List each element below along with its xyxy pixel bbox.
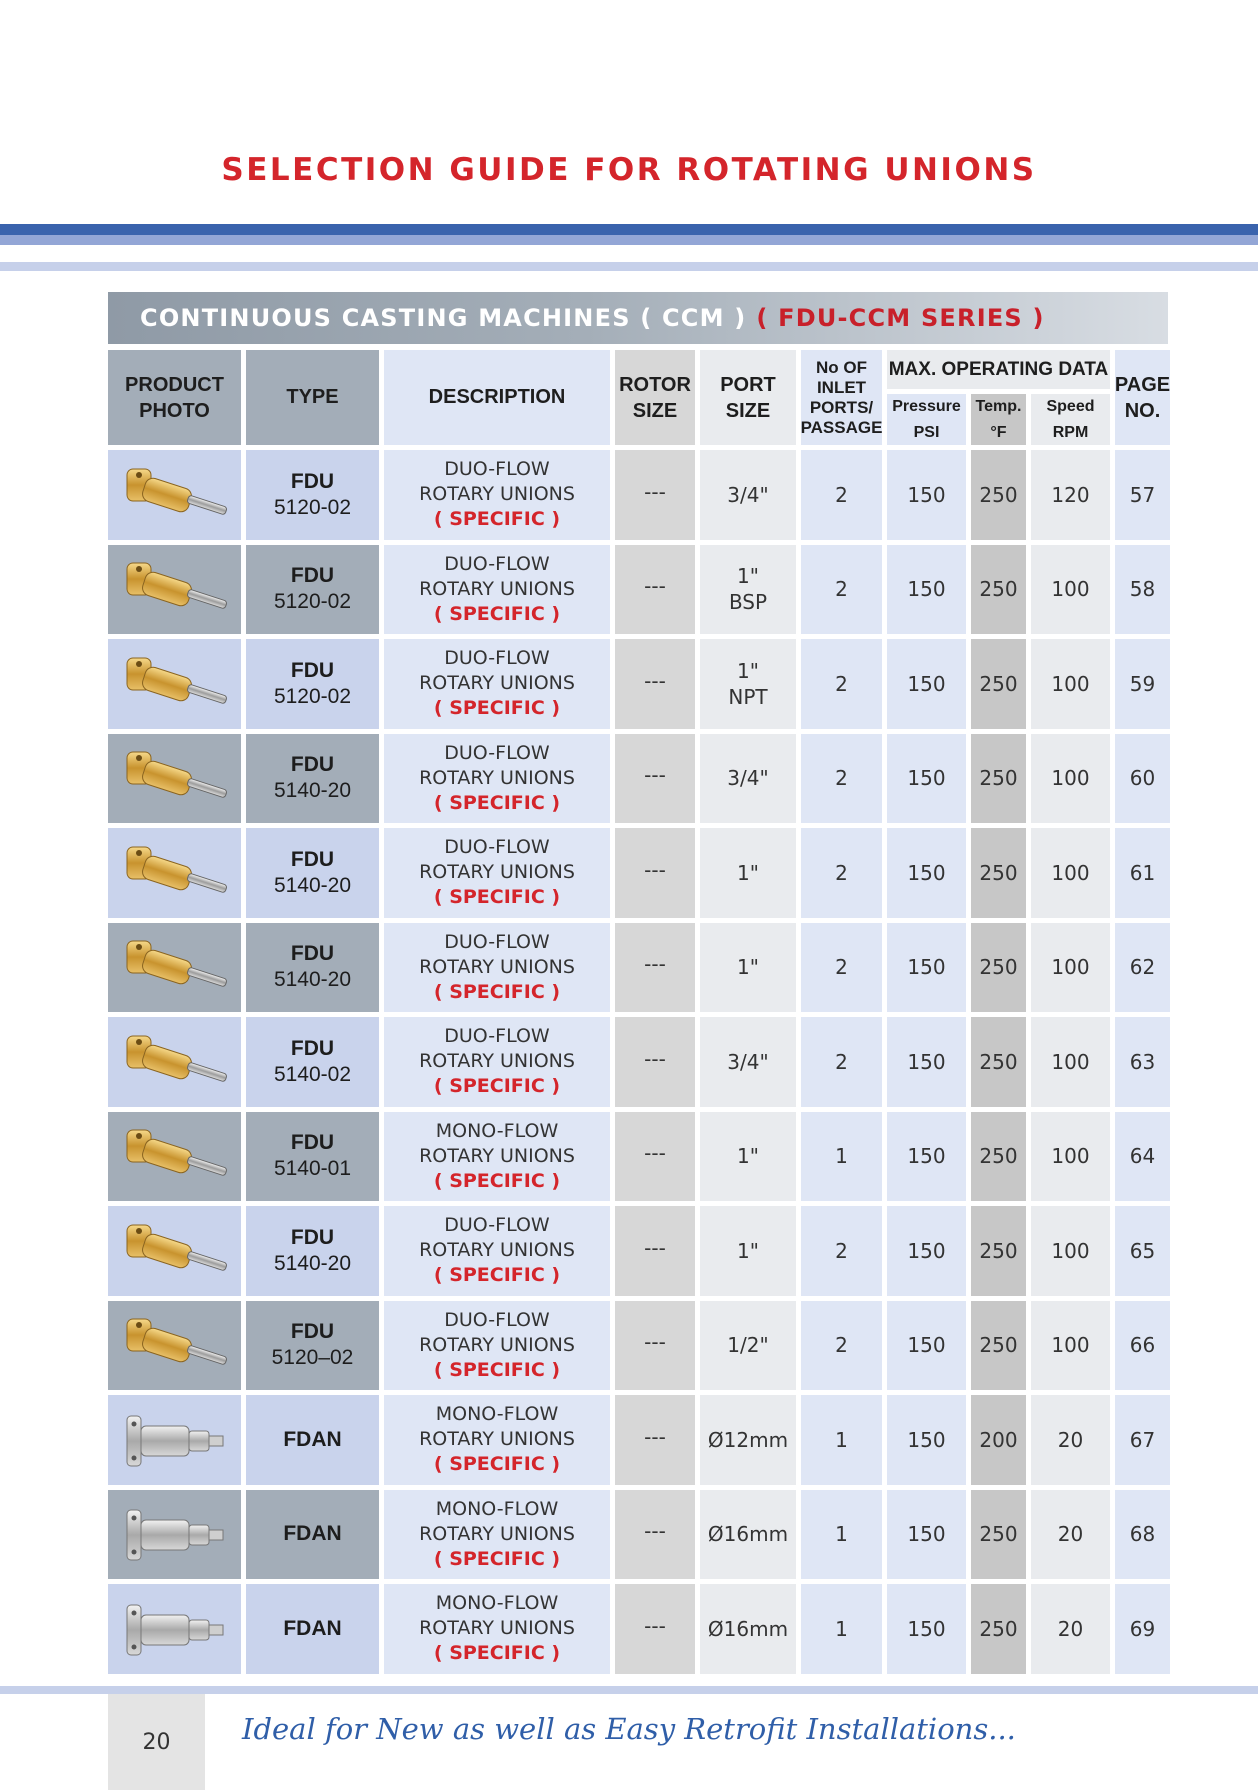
section-title: CONTINUOUS CASTING MACHINES ( CCM ) <box>140 304 747 332</box>
header-text: PORT <box>720 373 776 396</box>
temperature-cell: 250 <box>971 1301 1026 1391</box>
section-series: ( FDU-CCM SERIES ) <box>756 304 1045 332</box>
description-flow: DUO-FLOW <box>444 1214 550 1237</box>
page-number-cell: 69 <box>1115 1584 1170 1674</box>
temperature-cell: 250 <box>971 923 1026 1013</box>
header-text: PHOTO <box>139 399 210 422</box>
product-photo <box>108 734 241 824</box>
product-photo <box>108 1206 241 1296</box>
pressure-cell: 150 <box>887 828 966 918</box>
type-model: 5120-02 <box>273 590 352 614</box>
header-description: DESCRIPTION <box>384 350 610 445</box>
header-text: No OF <box>816 357 867 377</box>
rotor-size-cell: --- <box>615 1584 695 1674</box>
description-cell <box>384 734 610 824</box>
port-size: Ø16mm <box>707 1522 789 1547</box>
description-flow: DUO-FLOW <box>444 836 550 859</box>
port-size-cell <box>700 1301 796 1391</box>
inlet-ports-cell: 1 <box>801 1395 882 1485</box>
type-cell <box>246 1301 379 1391</box>
type-series: FDU <box>290 469 335 493</box>
speed-cell: 100 <box>1031 1301 1110 1391</box>
temperature-cell: 250 <box>971 1206 1026 1296</box>
description-cell <box>384 545 610 635</box>
port-size-cell <box>700 1017 796 1107</box>
page-number-cell: 66 <box>1115 1301 1170 1391</box>
product-photo <box>108 1112 241 1202</box>
page-number-cell: 63 <box>1115 1017 1170 1107</box>
description-cell <box>384 1206 610 1296</box>
port-size-cell <box>700 1206 796 1296</box>
rotary-union-brass-icon <box>117 1118 233 1194</box>
type-model: 5120-02 <box>273 684 352 708</box>
product-photo <box>108 1584 241 1674</box>
description-specific: ( SPECIFIC ) <box>433 1264 561 1287</box>
type-series: FDU <box>290 1225 335 1249</box>
description-cell <box>384 639 610 729</box>
pressure-cell: 150 <box>887 1017 966 1107</box>
speed-cell: 100 <box>1031 545 1110 635</box>
description-flow: DUO-FLOW <box>444 647 550 670</box>
type-cell <box>246 450 379 540</box>
rotary-union-steel-icon <box>117 1496 233 1572</box>
product-photo <box>108 639 241 729</box>
port-size-cell <box>700 1584 796 1674</box>
speed-cell: 100 <box>1031 923 1110 1013</box>
type-series: FDU <box>290 847 335 871</box>
description-product: ROTARY UNIONS <box>419 1617 575 1640</box>
description-cell <box>384 1584 610 1674</box>
page-number-cell: 62 <box>1115 923 1170 1013</box>
port-size-cell <box>700 450 796 540</box>
type-model: 5140-02 <box>273 1062 352 1086</box>
inlet-ports-cell: 1 <box>801 1112 882 1202</box>
header-text: PORTS/ <box>809 397 874 417</box>
speed-cell: 100 <box>1031 639 1110 729</box>
description-specific: ( SPECIFIC ) <box>433 791 561 814</box>
inlet-ports-cell: 2 <box>801 923 882 1013</box>
port-size: 3/4" <box>727 766 769 791</box>
header-speed <box>1031 394 1110 445</box>
port-size-cell <box>700 1490 796 1580</box>
rotor-size-cell: --- <box>615 1206 695 1296</box>
header-band-dark <box>0 224 1258 235</box>
header-text: ROTOR <box>619 373 691 396</box>
type-series: FDU <box>290 1131 335 1155</box>
port-size: 1" <box>737 955 759 980</box>
description-product: ROTARY UNIONS <box>419 1239 575 1262</box>
temperature-cell: 250 <box>971 450 1026 540</box>
port-size-cell <box>700 545 796 635</box>
header-text: PASSAGE <box>800 417 883 437</box>
rotary-union-brass-icon <box>117 929 233 1005</box>
product-photo <box>108 450 241 540</box>
pressure-cell: 150 <box>887 1490 966 1580</box>
inlet-ports-cell: 2 <box>801 450 882 540</box>
product-photo <box>108 1017 241 1107</box>
pressure-cell: 150 <box>887 1301 966 1391</box>
description-product: ROTARY UNIONS <box>419 577 575 600</box>
page-number-cell: 57 <box>1115 450 1170 540</box>
rotary-union-brass-icon <box>117 646 233 722</box>
port-size-cell <box>700 1112 796 1202</box>
header-text: RPM <box>1052 423 1089 441</box>
description-flow: MONO-FLOW <box>435 1592 559 1615</box>
rotary-union-steel-icon <box>117 1402 233 1478</box>
header-text: °F <box>990 423 1007 441</box>
header-port-size <box>700 350 796 445</box>
port-size: Ø16mm <box>707 1616 789 1641</box>
description-cell <box>384 828 610 918</box>
port-size: 1" <box>737 1238 759 1263</box>
port-size: 1" <box>737 658 759 683</box>
footer-band <box>0 1686 1258 1694</box>
rotary-union-brass-icon <box>117 551 233 627</box>
description-specific: ( SPECIFIC ) <box>433 1547 561 1570</box>
description-specific: ( SPECIFIC ) <box>433 602 561 625</box>
rotary-union-brass-icon <box>117 457 233 533</box>
description-flow: DUO-FLOW <box>444 552 550 575</box>
speed-cell: 100 <box>1031 1017 1110 1107</box>
type-cell <box>246 1490 379 1580</box>
inlet-ports-cell: 2 <box>801 1017 882 1107</box>
inlet-ports-cell: 2 <box>801 639 882 729</box>
type-cell <box>246 1112 379 1202</box>
header-pressure <box>887 394 966 445</box>
pressure-cell: 150 <box>887 923 966 1013</box>
product-photo <box>108 545 241 635</box>
rotor-size-cell: --- <box>615 734 695 824</box>
description-cell <box>384 1017 610 1107</box>
temperature-cell: 250 <box>971 1017 1026 1107</box>
description-product: ROTARY UNIONS <box>419 672 575 695</box>
type-model: 5140-20 <box>273 873 352 897</box>
speed-cell: 100 <box>1031 1206 1110 1296</box>
product-photo <box>108 923 241 1013</box>
type-cell <box>246 1017 379 1107</box>
product-photo <box>108 1490 241 1580</box>
page-number-cell: 61 <box>1115 828 1170 918</box>
description-cell <box>384 450 610 540</box>
port-size: Ø12mm <box>707 1427 789 1452</box>
pressure-cell: 150 <box>887 1395 966 1485</box>
rotary-union-steel-icon <box>117 1591 233 1667</box>
rotor-size-cell: --- <box>615 1301 695 1391</box>
type-cell <box>246 923 379 1013</box>
header-page-no <box>1115 350 1170 445</box>
rotor-size-cell: --- <box>615 828 695 918</box>
type-series: FDU <box>290 658 335 682</box>
description-specific: ( SPECIFIC ) <box>433 980 561 1003</box>
speed-cell: 100 <box>1031 1112 1110 1202</box>
product-photo <box>108 828 241 918</box>
description-specific: ( SPECIFIC ) <box>433 886 561 909</box>
header-product-photo <box>108 350 241 445</box>
rotor-size-cell: --- <box>615 1490 695 1580</box>
description-specific: ( SPECIFIC ) <box>433 697 561 720</box>
description-cell <box>384 1112 610 1202</box>
page-number-cell: 59 <box>1115 639 1170 729</box>
speed-cell: 100 <box>1031 828 1110 918</box>
pressure-cell: 150 <box>887 734 966 824</box>
description-flow: DUO-FLOW <box>444 930 550 953</box>
speed-cell: 20 <box>1031 1395 1110 1485</box>
description-cell <box>384 1301 610 1391</box>
description-specific: ( SPECIFIC ) <box>433 1453 561 1476</box>
description-flow: MONO-FLOW <box>435 1403 559 1426</box>
inlet-ports-cell: 1 <box>801 1584 882 1674</box>
rotary-union-brass-icon <box>117 740 233 816</box>
rotor-size-cell: --- <box>615 545 695 635</box>
section-header <box>108 292 1168 344</box>
page-number-cell: 64 <box>1115 1112 1170 1202</box>
pressure-cell: 150 <box>887 639 966 729</box>
temperature-cell: 250 <box>971 1490 1026 1580</box>
header-inlet-ports <box>801 350 882 445</box>
temperature-cell: 250 <box>971 1112 1026 1202</box>
header-text: PSI <box>913 423 940 441</box>
rotary-union-brass-icon <box>117 1307 233 1383</box>
type-series: FDAN <box>283 1427 342 1451</box>
type-model: 5140-20 <box>273 968 352 992</box>
inlet-ports-cell: 1 <box>801 1490 882 1580</box>
pressure-cell: 150 <box>887 1584 966 1674</box>
type-series: FDAN <box>283 1616 342 1640</box>
port-thread: NPT <box>728 684 768 709</box>
port-size: 1" <box>737 564 759 589</box>
inlet-ports-cell: 2 <box>801 1301 882 1391</box>
header-text: PRODUCT <box>125 373 224 396</box>
temperature-cell: 200 <box>971 1395 1026 1485</box>
port-size-cell <box>700 1395 796 1485</box>
page-number-cell: 65 <box>1115 1206 1170 1296</box>
rotor-size-cell: --- <box>615 1395 695 1485</box>
header-type: TYPE <box>246 350 379 445</box>
header-band-pale <box>0 262 1258 271</box>
port-size: 1/2" <box>727 1333 769 1358</box>
inlet-ports-cell: 2 <box>801 828 882 918</box>
description-flow: MONO-FLOW <box>435 1497 559 1520</box>
description-product: ROTARY UNIONS <box>419 1428 575 1451</box>
page-number-cell: 67 <box>1115 1395 1170 1485</box>
type-model: 5120-02 <box>273 495 352 519</box>
description-product: ROTARY UNIONS <box>419 955 575 978</box>
footer-tagline: Ideal for New as well as Easy Retrofit Installations... <box>242 1712 1016 1746</box>
description-product: ROTARY UNIONS <box>419 1522 575 1545</box>
speed-cell: 120 <box>1031 450 1110 540</box>
rotor-size-cell: --- <box>615 923 695 1013</box>
rotor-size-cell: --- <box>615 450 695 540</box>
header-text: Speed <box>1046 397 1095 415</box>
description-specific: ( SPECIFIC ) <box>433 508 561 531</box>
description-product: ROTARY UNIONS <box>419 1144 575 1167</box>
pressure-cell: 150 <box>887 545 966 635</box>
description-flow: DUO-FLOW <box>444 741 550 764</box>
port-size-cell <box>700 828 796 918</box>
description-specific: ( SPECIFIC ) <box>433 1642 561 1665</box>
header-text: NO. <box>1124 399 1161 422</box>
type-model: 5140-20 <box>273 1251 352 1275</box>
type-cell <box>246 639 379 729</box>
type-series: FDU <box>290 1320 335 1344</box>
type-series: FDU <box>290 1036 335 1060</box>
rotor-size-cell: --- <box>615 639 695 729</box>
temperature-cell: 250 <box>971 734 1026 824</box>
rotor-size-cell: --- <box>615 1112 695 1202</box>
inlet-ports-cell: 2 <box>801 545 882 635</box>
speed-cell: 100 <box>1031 734 1110 824</box>
temperature-cell: 250 <box>971 545 1026 635</box>
header-text: SIZE <box>632 399 678 422</box>
header-band-light <box>0 235 1258 245</box>
page-number-cell: 58 <box>1115 545 1170 635</box>
description-specific: ( SPECIFIC ) <box>433 1075 561 1098</box>
temperature-cell: 250 <box>971 828 1026 918</box>
type-series: FDU <box>290 942 335 966</box>
description-specific: ( SPECIFIC ) <box>433 1358 561 1381</box>
description-product: ROTARY UNIONS <box>419 1050 575 1073</box>
page-title: SELECTION GUIDE FOR ROTATING UNIONS <box>221 152 1037 188</box>
type-cell <box>246 1206 379 1296</box>
temperature-cell: 250 <box>971 639 1026 729</box>
header-text: SIZE <box>725 399 771 422</box>
rotor-size-cell: --- <box>615 1017 695 1107</box>
type-cell <box>246 828 379 918</box>
type-cell <box>246 1395 379 1485</box>
description-cell <box>384 1395 610 1485</box>
port-size: 1" <box>737 860 759 885</box>
product-photo <box>108 1395 241 1485</box>
description-product: ROTARY UNIONS <box>419 1333 575 1356</box>
header-temperature <box>971 394 1026 445</box>
description-product: ROTARY UNIONS <box>419 766 575 789</box>
description-flow: DUO-FLOW <box>444 458 550 481</box>
inlet-ports-cell: 2 <box>801 1206 882 1296</box>
port-size-cell <box>700 639 796 729</box>
description-cell <box>384 1490 610 1580</box>
type-cell <box>246 545 379 635</box>
type-series: FDU <box>290 564 335 588</box>
rotary-union-brass-icon <box>117 1024 233 1100</box>
type-model: 5140-01 <box>273 1157 352 1181</box>
type-series: FDU <box>290 753 335 777</box>
pressure-cell: 150 <box>887 1206 966 1296</box>
port-size: 1" <box>737 1144 759 1169</box>
page-number: 20 <box>108 1694 205 1790</box>
rotary-union-brass-icon <box>117 835 233 911</box>
description-specific: ( SPECIFIC ) <box>433 1169 561 1192</box>
pressure-cell: 150 <box>887 450 966 540</box>
port-size-cell <box>700 734 796 824</box>
type-model: 5140-20 <box>273 779 352 803</box>
header-max-operating-data: MAX. OPERATING DATA <box>887 350 1110 389</box>
port-size: 3/4" <box>727 482 769 507</box>
page-number-cell: 60 <box>1115 734 1170 824</box>
header-text: INLET <box>816 377 867 397</box>
description-flow: MONO-FLOW <box>435 1119 559 1142</box>
port-size: 3/4" <box>727 1049 769 1074</box>
description-flow: DUO-FLOW <box>444 1308 550 1331</box>
header-text: PAGE <box>1114 373 1171 396</box>
product-photo <box>108 1301 241 1391</box>
type-series: FDAN <box>283 1522 342 1546</box>
type-cell <box>246 1584 379 1674</box>
description-product: ROTARY UNIONS <box>419 483 575 506</box>
type-cell <box>246 734 379 824</box>
pressure-cell: 150 <box>887 1112 966 1202</box>
type-model: 5120–02 <box>271 1346 354 1370</box>
port-size-cell <box>700 923 796 1013</box>
page-number-cell: 68 <box>1115 1490 1170 1580</box>
inlet-ports-cell: 2 <box>801 734 882 824</box>
speed-cell: 20 <box>1031 1490 1110 1580</box>
speed-cell: 20 <box>1031 1584 1110 1674</box>
header-rotor-size <box>615 350 695 445</box>
port-thread: BSP <box>728 590 768 615</box>
temperature-cell: 250 <box>971 1584 1026 1674</box>
description-flow: DUO-FLOW <box>444 1025 550 1048</box>
description-cell <box>384 923 610 1013</box>
header-text: Temp. <box>975 397 1022 415</box>
header-text: Pressure <box>892 397 961 415</box>
description-product: ROTARY UNIONS <box>419 861 575 884</box>
rotary-union-brass-icon <box>117 1213 233 1289</box>
selection-table <box>108 350 1170 1674</box>
